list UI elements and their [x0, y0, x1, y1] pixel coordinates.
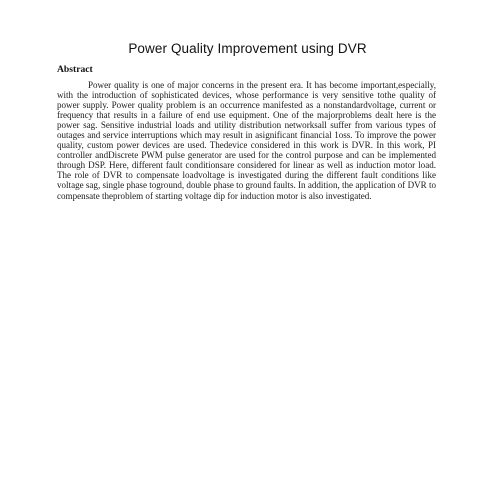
paper-title: Power Quality Improvement using DVR [128, 41, 367, 56]
abstract-heading: Abstract [57, 64, 93, 75]
abstract-text: Power quality is one of major concerns in the present era. It has become important,especially, with the introduction of sophisticated devices, whose performance is very sensitive tothe quality of power supply. Power quality problem is an occurrence manifested as a nonstandardvoltage, current or frequency that results in a failure of end use equipment. One of the majorproblems dealt here is the power sag. Sensitive industrial loads and utility distribution networksall suffer from various types of outages and service interruptions which may result in asignificant financial 1oss. To improve the power quality, custom power devices are used. Thedevice considered in this work is DVR. In this work, PI controller andDiscrete PWM pulse generator are used for the control purpose and can be implemented through DSP. Here, different fault conditionsare considered for linear as well as induction motor load. The role of DVR to compensate loadvoltage is investigated during the different fault conditions like voltage sag, single phase toground, double phase to ground faults. In addition, the application of DVR to compensate theproblem of starting voltage dip for induction motor is also investigated. [57, 80, 436, 201]
